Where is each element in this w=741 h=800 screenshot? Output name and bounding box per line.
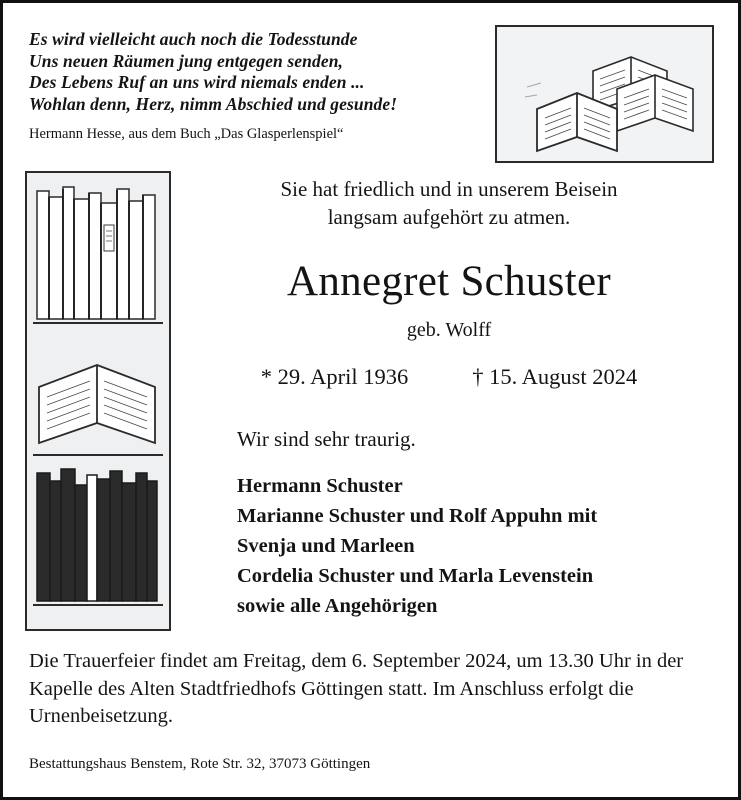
main-text-block xyxy=(179,175,719,621)
family-member: Cordelia Schuster und Marla Levenstein xyxy=(237,565,594,587)
death-date: † 15. August 2024 xyxy=(472,364,638,389)
poem-block xyxy=(29,29,479,143)
poem-line: Uns neuen Räumen jung entgegen senden, xyxy=(29,50,343,71)
family-member: Svenja und Marleen xyxy=(237,535,415,557)
family-list xyxy=(179,471,719,621)
bookshelf-illustration xyxy=(25,171,171,631)
birth-date: * 29. April 1936 xyxy=(260,364,409,389)
poem-line: Des Lebens Ruf an uns wird niemals enden ... xyxy=(29,72,365,92)
family-member: Marianne Schuster und Rolf Appuhn mit xyxy=(237,505,598,527)
family-member: Hermann Schuster xyxy=(237,475,403,497)
poem-line: Es wird vielleicht auch noch die Todesstunde xyxy=(29,29,358,49)
family-member: sowie alle Angehörigen xyxy=(237,595,438,617)
poem-line: Wohlan denn, Herz, nimm Abschied und gesunde! xyxy=(29,93,398,114)
ceremony-details: Die Trauerfeier findet am Freitag, dem 6. September 2024, um 13.30 Uhr in der Kapelle des Alten Stadtfriedhofs Göttingen statt. Im Anschluss erfolgt die Urnenbeisetzung. xyxy=(29,650,684,727)
intro-line: Sie hat friedlich und in unserem Beisein xyxy=(280,177,618,201)
poem-source: Hermann Hesse, aus dem Buch „Das Glasperlenspiel“ xyxy=(29,126,344,142)
intro-line: langsam aufgehört zu atmen. xyxy=(327,205,571,229)
mourning-intro: Wir sind sehr traurig. xyxy=(237,427,416,451)
deceased-name: Annegret Schuster xyxy=(287,258,611,305)
life-dates xyxy=(179,363,719,391)
funeral-home-footer: Bestattungshaus Benstem, Rote Str. 32, 37073 Göttingen xyxy=(29,756,371,772)
maiden-name: geb. Wolff xyxy=(406,319,492,341)
open-books-illustration xyxy=(495,25,714,163)
